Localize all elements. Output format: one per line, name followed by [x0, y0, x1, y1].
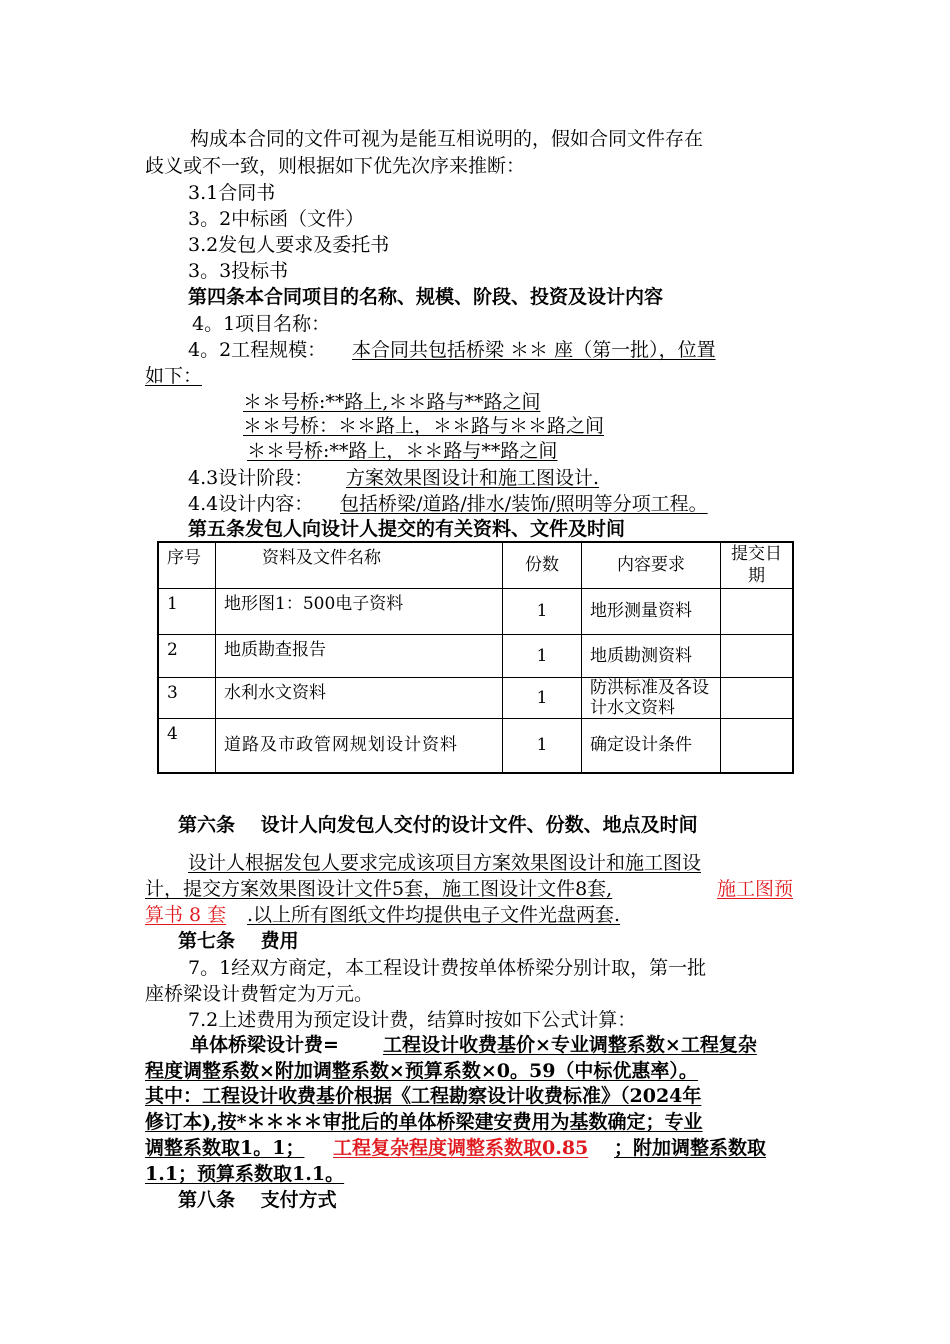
formula-label: 单体桥梁设计费= — [190, 1034, 339, 1056]
bridge-1: ＊＊号桥:**路上,＊＊路与**路之间 — [243, 391, 541, 413]
stage-value: 方案效果图设计和施工图设计. — [346, 467, 600, 489]
header-no: 序号 — [158, 542, 216, 588]
row-no: 3 — [158, 677, 216, 718]
article-6-p3b: .以上所有图纸文件均提供电子文件光盘两套. — [247, 904, 621, 926]
row-copies: 1 — [503, 677, 582, 718]
formula-5a: 调整系数取1。1； — [145, 1137, 305, 1159]
row-name: 地质勘查报告 — [216, 634, 503, 677]
scale-value-cont: 如下： — [145, 365, 203, 387]
row-name: 地形图1：500电子资料 — [216, 588, 503, 634]
intro-line-2: 歧义或不一致，则根据如下优先次序来推断： — [145, 155, 526, 177]
row-name: 道路及市政管网规划设计资料 — [216, 718, 503, 773]
article-7-p1: 7。1经双方商定，本工程设计费按单体桥梁分别计取，第一批 — [188, 957, 707, 979]
article-7-p2: 座桥梁设计费暂定为万元。 — [145, 983, 374, 1005]
bridge-2: ＊＊号桥：＊＊路上，＊＊路与＊＊路之间 — [243, 415, 605, 437]
formula-3: 其中：工程设计收费基价根据《工程勘察设计收费标准》（2024年 — [145, 1085, 702, 1107]
materials-table — [157, 541, 794, 774]
priority-item-4: 3。3投标书 — [188, 260, 289, 282]
formula-1: 工程设计收费基价×专业调整系数×工程复杂 — [383, 1034, 757, 1056]
stage-label: 4.3设计阶段： — [188, 467, 314, 489]
row-name: 水利水文资料 — [216, 677, 503, 718]
row-no: 2 — [158, 634, 216, 677]
header-copies: 份数 — [503, 542, 582, 588]
content-value: 包括桥梁/道路/排水/装饰/照明等分项工程。 — [340, 493, 708, 515]
row-requirement: 地质勘测资料 — [582, 634, 721, 677]
row-date — [721, 588, 794, 634]
row-copies: 1 — [503, 634, 582, 677]
table-row — [158, 588, 793, 634]
header-requirement: 内容要求 — [582, 542, 721, 588]
header-date: 提交日期 — [721, 542, 794, 588]
row-copies: 1 — [503, 718, 582, 773]
scale-label: 4。2工程规模： — [188, 339, 327, 361]
article-7-title: 第七条 费用 — [178, 930, 299, 952]
priority-item-1: 3.1合同书 — [188, 182, 276, 204]
table-row — [158, 718, 793, 773]
project-name-label: 4。1项目名称： — [192, 313, 331, 335]
row-date — [721, 634, 794, 677]
header-name: 资料及文件名称 — [216, 542, 503, 588]
article-6-p2b: 施工图预 — [717, 878, 794, 900]
formula-6: 1.1；预算系数取1.1。 — [145, 1163, 345, 1185]
formula-5c: ；附加调整系数取 — [614, 1137, 767, 1159]
bridge-3: ＊＊号桥:**路上，＊＊路与**路之间 — [247, 440, 558, 462]
priority-item-3: 3.2发包人要求及委托书 — [188, 234, 390, 256]
article-6-p3a: 算书 8 套 — [145, 904, 227, 926]
article-5-title: 第五条发包人向设计人提交的有关资料、文件及时间 — [188, 518, 626, 540]
article-6-p2a: 计，提交方案效果图设计文件5套，施工图设计文件8套, — [145, 878, 613, 900]
row-date — [721, 718, 794, 773]
intro-line-1: 构成本合同的文件可视为是能互相说明的，假如合同文件存在 — [190, 128, 704, 150]
content-label: 4.4设计内容： — [188, 493, 314, 515]
row-requirement: 确定设计条件 — [582, 718, 721, 773]
scale-value: 本合同共包括桥梁 ＊＊ 座（第一批），位置 — [352, 339, 716, 361]
row-requirement: 防洪标准及各设计水文资料 — [582, 677, 721, 718]
row-date — [721, 677, 794, 718]
row-requirement: 地形测量资料 — [582, 588, 721, 634]
formula-5b: 工程复杂程度调整系数取0.85 — [333, 1137, 589, 1159]
table-row — [158, 634, 793, 677]
formula-4: 修订本),按*＊＊＊＊审批后的单体桥梁建安费用为基数确定；专业 — [145, 1111, 703, 1133]
formula-2: 程度调整系数×附加调整系数×预算系数×0。59（中标优惠率）。 — [145, 1060, 698, 1082]
article-6-title: 第六条 设计人向发包人交付的设计文件、份数、地点及时间 — [178, 814, 698, 836]
article-8-title: 第八条 支付方式 — [178, 1189, 337, 1211]
row-copies: 1 — [503, 588, 582, 634]
table-row — [158, 677, 793, 718]
table-header-row — [158, 542, 793, 588]
priority-item-2: 3。2中标函（文件） — [188, 208, 365, 230]
article-4-title: 第四条本合同项目的名称、规模、阶段、投资及设计内容 — [188, 286, 664, 308]
article-6-p1: 设计人根据发包人要求完成该项目方案效果图设计和施工图设 — [188, 852, 702, 874]
article-7-p3: 7.2上述费用为预定设计费，结算时按如下公式计算： — [188, 1009, 637, 1031]
row-no: 4 — [158, 718, 216, 773]
row-no: 1 — [158, 588, 216, 634]
